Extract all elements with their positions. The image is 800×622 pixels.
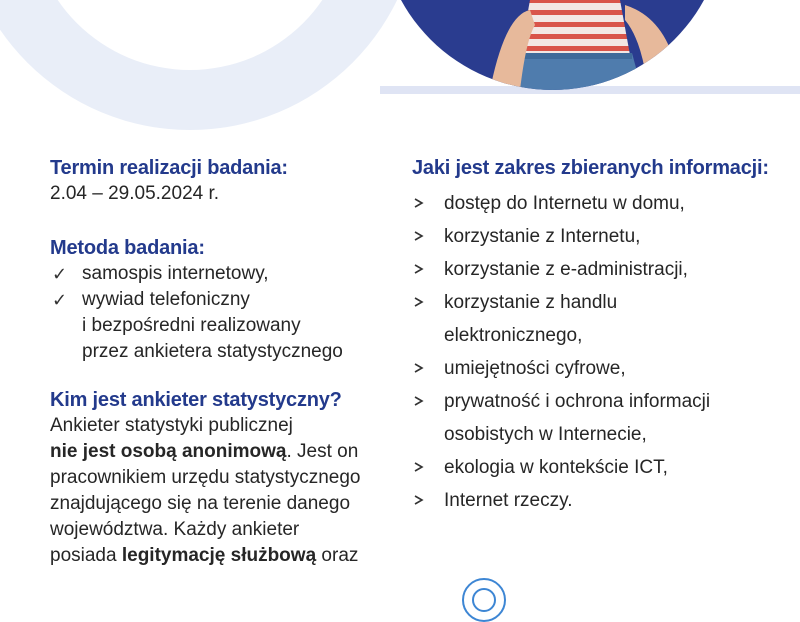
list-item: ekologia w kontekście ICT, (412, 451, 792, 484)
logo-icon (462, 578, 506, 622)
right-column (412, 155, 792, 517)
list-item: Internet rzeczy. (412, 484, 792, 517)
photo-circle (380, 0, 725, 90)
arrow-right-icon (414, 396, 424, 406)
term-heading: Termin realizacji badania: (50, 157, 288, 179)
list-item: ✓ wywiad telefoniczny i bezpośredni realizowany przez ankietera statystycznego (52, 289, 343, 362)
list-item: umiejętności cyfrowe, (412, 352, 792, 385)
scope-heading: Jaki jest zakres zbieranych informacji: (412, 157, 769, 179)
method-heading: Metoda badania: (50, 237, 205, 259)
list-item: ✓ samospis internetowy, (50, 261, 390, 287)
interviewer-text: Ankieter statystyki publicznej nie jest osobą anonimową. Jest on pracownikiem urzędu statystycznego znajdującego się na terenie danego województwa. Każdy ankieter posiada legitymację służbową oraz (50, 415, 361, 566)
list-item: korzystanie z handlu elektronicznego, (412, 286, 792, 352)
arrow-right-icon (414, 462, 424, 472)
logo-inner-ring (472, 588, 496, 612)
arrow-right-icon (414, 264, 424, 274)
list-item: korzystanie z e-administracji, (412, 253, 792, 286)
arrow-right-icon (414, 198, 424, 208)
list-item: prywatność i ochrona informacji osobistych w Internecie, (412, 385, 792, 451)
scope-list (412, 187, 792, 517)
hero-banner (0, 0, 800, 135)
person-photo (380, 0, 725, 90)
method-list (50, 261, 390, 365)
list-item: korzystanie z Internetu, (412, 220, 792, 253)
check-icon: ✓ (52, 264, 68, 284)
arrow-right-icon (414, 495, 424, 505)
term-value: 2.04 – 29.05.2024 r. (50, 183, 220, 204)
check-icon: ✓ (52, 290, 68, 310)
left-column (50, 155, 390, 569)
arrow-right-icon (414, 297, 424, 307)
interviewer-heading: Kim jest ankieter statystyczny? (50, 389, 342, 411)
list-item: dostęp do Internetu w domu, (412, 187, 792, 220)
arrow-right-icon (414, 231, 424, 241)
arrow-right-icon (414, 363, 424, 373)
